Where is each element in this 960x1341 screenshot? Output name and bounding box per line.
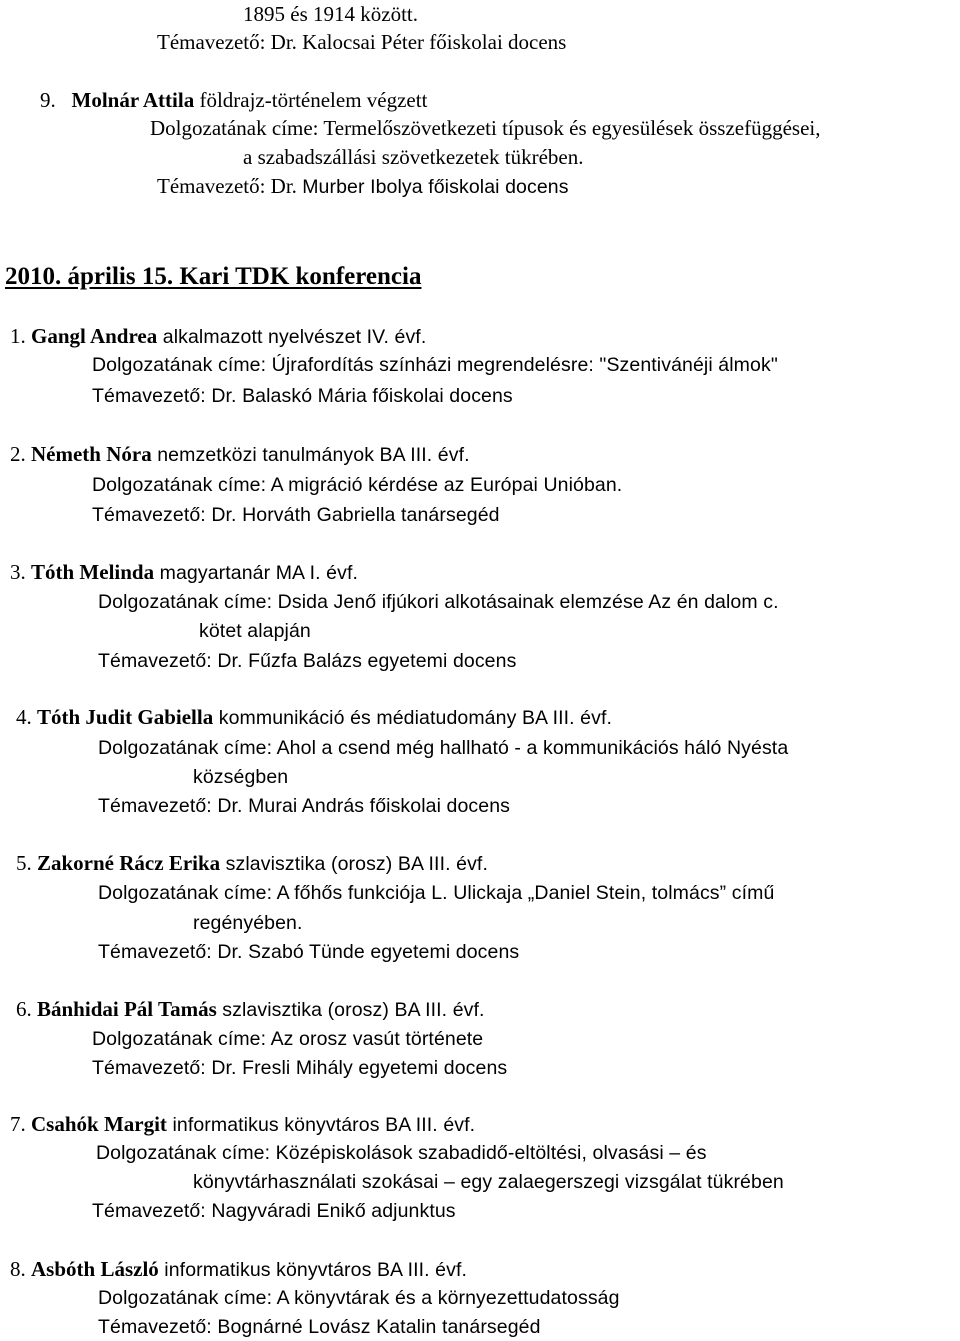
entry-4-title-line1: Dolgozatának címe: Ahol a csend még hallható - a kommunikációs háló Nyésta [98,737,789,759]
entry-7-header [10,1112,475,1137]
entry-number: 3. [10,560,31,584]
entry-3-title-line1: Dolgozatának címe: Dsida Jenő ifjúkori alkotásainak elemzése Az én dalom c. [98,591,779,613]
entry-5-supervisor: Témavezető: Dr. Szabó Tünde egyetemi docens [98,941,520,963]
student-name: Zakorné Rácz Erika [37,851,221,875]
entry-8-supervisor: Témavezető: Bognárné Lovász Katalin tanársegéd [98,1316,541,1338]
entry-2-supervisor: Témavezető: Dr. Horváth Gabriella tanársegéd [92,504,500,526]
entry-number: 1. [10,324,31,348]
entry-6-supervisor: Témavezető: Dr. Fresli Mihály egyetemi docens [92,1057,508,1079]
entry-4-title-line2: községben [193,766,289,788]
supervisor-name: Murber Ibolya főiskolai docens [302,176,569,198]
conference-heading: 2010. április 15. Kari TDK konferencia [5,263,422,290]
entry-1-supervisor: Témavezető: Dr. Balaskó Mária főiskolai docens [92,385,513,407]
student-name: Molnár Attila [71,88,195,112]
entry-number: 2. [10,442,31,466]
student-program: informatikus könyvtáros BA III. évf. [158,1259,468,1281]
entry-2-title: Dolgozatának címe: A migráció kérdése az Európai Unióban. [92,474,623,496]
entry-number: 6. [16,997,37,1021]
entry-3-header [10,560,358,585]
student-name: Gangl Andrea [31,324,158,348]
student-name: Csahók Margit [31,1112,167,1136]
supervisor-line: Témavezető: Dr. Kalocsai Péter főiskolai docens [157,30,567,54]
entry-7-title-line1: Dolgozatának címe: Középiskolások szabadidő-eltöltési, olvasási – és [96,1142,707,1164]
entry-4-header [16,705,612,730]
student-name: Asbóth László [31,1257,159,1281]
student-name: Bánhidai Pál Tamás [37,997,217,1021]
entry-9-supervisor [157,174,569,199]
entry-5-title-line1: Dolgozatának címe: A főhős funkciója L. Ulickaja „Daniel Stein, tolmács” című [98,882,775,904]
entry-2-header [10,442,470,467]
entry-7-title-line2: könyvtárhasználati szokásai – egy zalaegerszegi vizsgálat tükrében [193,1171,784,1193]
entry-5-header [16,851,488,876]
entry-9-header [40,88,427,112]
student-program: magyartanár MA I. évf. [154,562,358,584]
student-program: szlavisztika (orosz) BA III. évf. [216,999,485,1021]
entry-number: 4. [16,705,37,729]
student-program: alkalmazott nyelvészet IV. évf. [157,326,427,348]
entry-1-title: Dolgozatának címe: Újrafordítás színházi megrendelésre: "Szentivánéji álmok" [92,354,778,376]
entry-8-title: Dolgozatának címe: A könyvtárak és a környezettudatosság [98,1287,620,1309]
entry-number: 9. [40,88,56,112]
years-line: 1895 és 1914 között. [243,2,418,26]
entry-7-supervisor: Témavezető: Nagyváradi Enikő adjunktus [92,1200,456,1222]
entry-number: 5. [16,851,37,875]
entry-5-title-line2: regényében. [193,912,303,934]
student-name: Tóth Judit Gabiella [37,705,214,729]
student-program: szlavisztika (orosz) BA III. évf. [220,853,488,875]
entry-9-title-line2: a szabadszállási szövetkezetek tükrében. [243,145,584,169]
student-name: Németh Nóra [31,442,152,466]
entry-8-header [10,1257,467,1282]
entry-9-title-line1: Dolgozatának címe: Termelőszövetkezeti típusok és egyesülések összefüggései, [150,116,821,140]
student-program: földrajz-történelem végzett [194,88,428,112]
entry-6-header [16,997,485,1022]
entry-number: 7. [10,1112,31,1136]
entry-3-supervisor: Témavezető: Dr. Fűzfa Balázs egyetemi docens [98,650,517,672]
entry-1-header [10,324,426,349]
student-program: informatikus könyvtáros BA III. évf. [166,1114,476,1136]
entry-3-title-line2: kötet alapján [199,620,311,642]
student-name: Tóth Melinda [31,560,155,584]
supervisor-label: Témavezető: Dr. [157,174,303,198]
student-program: kommunikáció és médiatudomány BA III. évf. [213,707,613,729]
entry-6-title: Dolgozatának címe: Az orosz vasút története [92,1028,484,1050]
entry-4-supervisor: Témavezető: Dr. Murai András főiskolai docens [98,795,511,817]
entry-number: 8. [10,1257,31,1281]
student-program: nemzetközi tanulmányok BA III. évf. [151,444,470,466]
